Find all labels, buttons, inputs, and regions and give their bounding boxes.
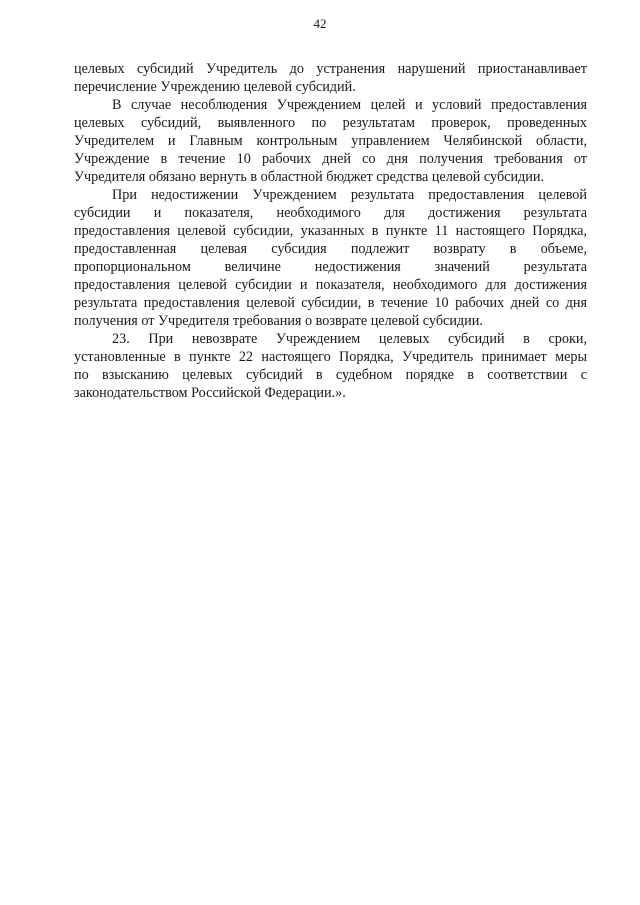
paragraph-item-23 [74,330,587,402]
text-line: установленные в пункте 22 настоящего Порядка, Учредитель принимает меры [74,349,587,365]
text-line: законодательством Российской Федерации.». [74,385,346,401]
text-line: по взысканию целевых субсидий в судебном порядке в соответствии с [74,367,587,383]
text-line: перечисление Учреждению целевой субсидий. [74,79,356,95]
document-body [74,60,587,402]
text-line: целевых субсидий Учредитель до устранения нарушений приостанавливает [74,61,587,77]
text-line: целевых субсидий, выявленного по результатам проверок, проведенных [74,115,587,131]
text-line: получения от Учредителя требования о возврате целевой субсидии. [74,313,483,329]
text-line: Учреждение в течение 10 рабочих дней со дня получения требования от [74,151,587,167]
text-line: При недостижении Учреждением результата предоставления целевой [112,187,587,203]
text-line: Учредителя обязано вернуть в областной бюджет средства целевой субсидии. [74,169,545,185]
text-line: 23. При невозврате Учреждением целевых субсидий в сроки, [112,331,587,347]
text-line: субсидии и показателя, необходимого для достижения результата [74,205,587,221]
text-line: пропорциональном величине недостижения значений результата [74,259,587,275]
paragraph-noncompliance-return [74,96,587,186]
page-number: 42 [313,16,327,31]
text-line: предоставленная целевая субсидия подлежит возврату в объеме, [74,241,587,257]
text-line: предоставления целевой субсидии, указанных в пункте 11 настоящего Порядка, [74,223,587,239]
text-line: результата предоставления целевой субсидии, в течение 10 рабочих дней со дня [74,295,587,311]
paragraph-continuation [74,60,587,96]
text-line: предоставления целевой субсидии и показателя, необходимого для достижения [74,277,587,293]
text-line: Учредителем и Главным контрольным управлением Челябинской области, [74,133,587,149]
text-line: В случае несоблюдения Учреждением целей и условий предоставления [112,97,587,113]
paragraph-result-not-achieved [74,186,587,330]
